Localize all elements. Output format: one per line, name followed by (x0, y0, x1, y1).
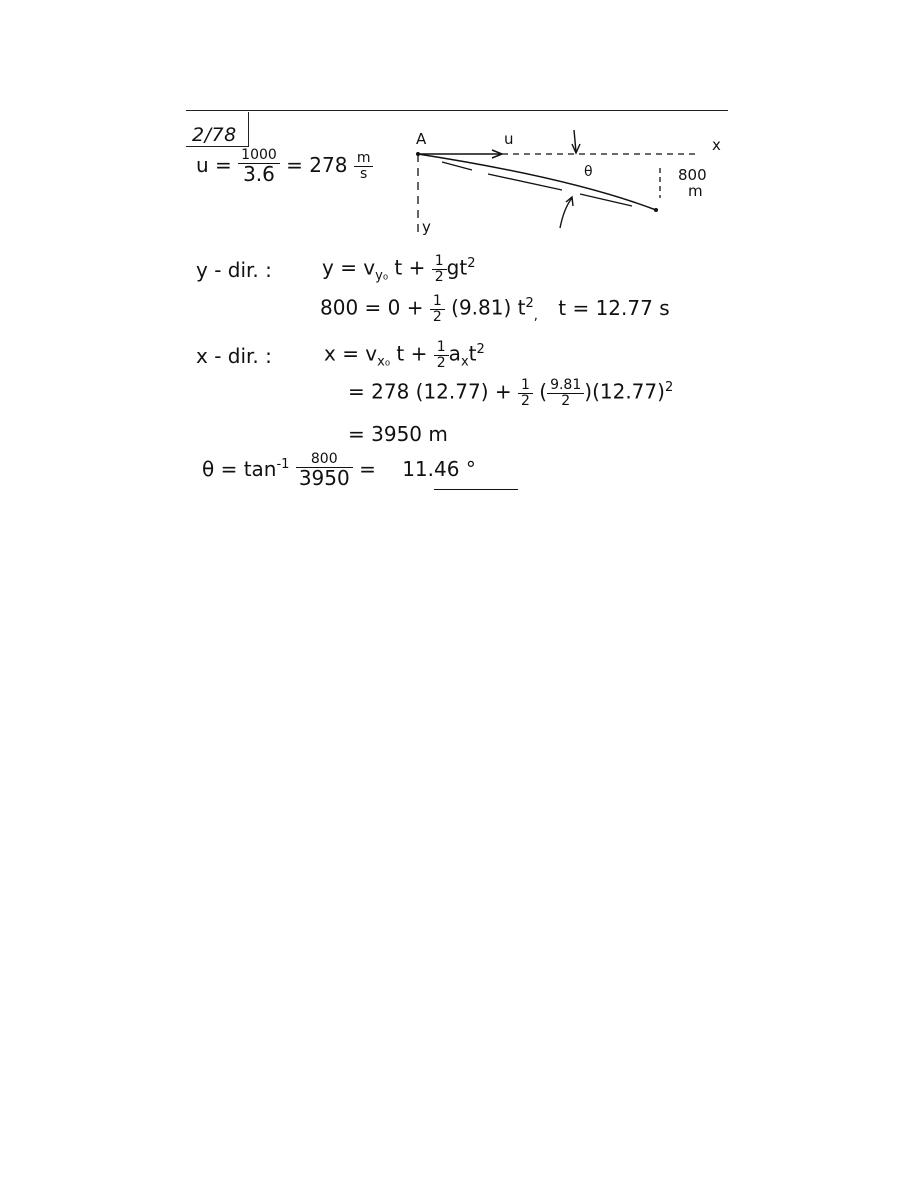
angle-fraction (296, 452, 353, 489)
x-eq1-half-num: 1 (434, 340, 449, 356)
x-axis-label: x (712, 136, 721, 154)
angle-num: 800 (296, 452, 353, 468)
y-eq1-half-num: 1 (432, 254, 447, 270)
angle-lhs: θ = tan (202, 456, 277, 481)
sight-line-3 (580, 194, 632, 206)
speed-num: 1000 (238, 148, 280, 164)
y-eq2-result: t = 12.77 s (558, 295, 670, 320)
y-dir-equation-1 (322, 254, 476, 284)
y-dir-equation-2 (320, 294, 670, 324)
y-eq1-b: t + (394, 255, 426, 280)
x-dir-equation-3: = 3950 m (348, 422, 448, 446)
y-eq2-half (430, 294, 445, 324)
y-eq1-exp: 2 (467, 256, 476, 272)
x-eq2-half-den: 2 (520, 392, 530, 409)
x-eq2-g-num: 9.81 (547, 378, 584, 394)
problem-number-box (186, 112, 249, 147)
y-eq2-sep: , (533, 308, 538, 324)
angle-eq: = (359, 456, 376, 481)
y-eq2-exp: 2 (525, 296, 534, 312)
drop-value: 800 (678, 166, 707, 184)
solution-sheet (186, 108, 728, 500)
y-dir-label: y - dir. : (196, 258, 272, 282)
speed-fraction (238, 148, 280, 185)
sight-line-1 (442, 162, 472, 170)
y-eq2-b: (9.81) t (451, 295, 526, 320)
speed-den: 3.6 (243, 161, 275, 186)
x-eq1-half-den: 2 (436, 354, 446, 371)
x-eq1-exp: 2 (476, 342, 485, 358)
x-dir-equation-1 (324, 340, 485, 370)
drop-unit: m (688, 182, 703, 200)
speed-unit-den: s (359, 165, 368, 182)
velocity-label: u (504, 130, 514, 148)
trajectory-curve (418, 154, 656, 210)
speed-unit (354, 151, 374, 181)
y-eq2-half-num: 1 (430, 294, 445, 310)
x-dir-label: x - dir. : (196, 344, 272, 368)
impact-point (654, 208, 658, 212)
angle-result: 11.46 ° (402, 456, 476, 481)
x-eq1-d: t (468, 341, 477, 366)
x-eq1-a: x = v (324, 341, 378, 366)
speed-lhs: u = (196, 152, 232, 177)
speed-equation (196, 148, 373, 185)
x-eq2-half (518, 378, 533, 408)
point-a-label: A (416, 130, 427, 148)
angle-equation (202, 452, 476, 489)
x-eq1-b: t + (396, 341, 428, 366)
y-eq1-half (432, 254, 447, 284)
speed-unit-num: m (354, 151, 374, 167)
speed-eq: = 278 (286, 152, 348, 177)
y-eq1-c: gt (446, 255, 468, 280)
x-dir-equation-2 (348, 378, 673, 408)
y-eq1-half-den: 2 (434, 268, 444, 285)
x-eq1-c: a (448, 341, 461, 366)
angle-exp: -1 (276, 457, 290, 473)
x-eq2-a: = 278 (12.77) + (348, 379, 512, 404)
problem-number: 2/78 (192, 124, 237, 146)
trajectory-diagram (412, 128, 732, 248)
angle-arrow-bottom (560, 198, 572, 228)
x-eq2-g-open: ( (539, 379, 548, 404)
angle-den: 3950 (298, 465, 350, 490)
angle-label: θ (584, 164, 593, 180)
y-eq1-a: y = v (322, 255, 376, 280)
x-eq1-sub2: x (460, 354, 469, 370)
y-axis-label: y (422, 218, 431, 236)
x-eq2-g-den: 2 (561, 392, 571, 409)
answer-underline (434, 489, 518, 490)
y-eq2-a: 800 = 0 + (320, 295, 424, 320)
sight-line-2 (488, 174, 562, 190)
top-rule (186, 110, 728, 111)
x-eq1-sub: x₀ (377, 354, 391, 370)
y-eq1-sub: y₀ (375, 268, 389, 284)
x-eq2-b: (12.77) (592, 379, 665, 404)
x-eq2-g-close: ) (584, 379, 593, 404)
y-eq2-half-den: 2 (432, 308, 442, 325)
x-eq1-half (434, 340, 449, 370)
x-eq2-exp: 2 (664, 380, 674, 396)
x-eq2-g (547, 378, 584, 408)
x-eq2-half-num: 1 (518, 378, 533, 394)
